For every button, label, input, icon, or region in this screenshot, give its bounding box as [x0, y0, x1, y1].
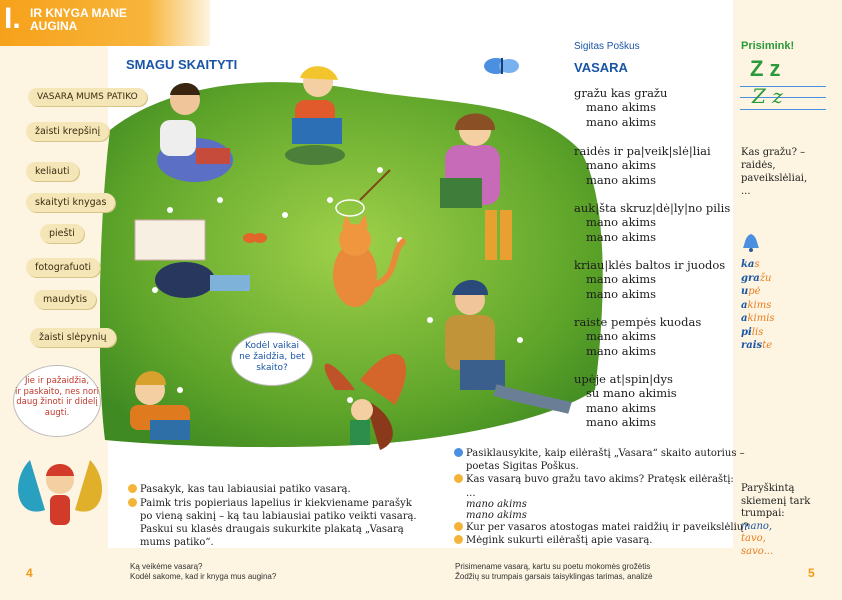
instruction-cont: ...	[466, 488, 476, 499]
footer-line: Ką veikėme vasarą?	[130, 562, 203, 571]
tag-item: keliauti	[26, 162, 79, 181]
sidebar-question	[741, 146, 807, 198]
tip-example: mano,	[741, 520, 773, 532]
instruction-text: Kur per vasaros atostogas matei raidžių ir paveikslėlių?	[466, 522, 749, 533]
butterfly-blue-icon	[482, 54, 522, 78]
instruction-text: Pasiklausykite, kaip eilėraštį „Vasara“ skaito autorius –	[466, 448, 745, 459]
instruction-cont: poetas Sigitas Poškus.	[466, 461, 579, 472]
poem-refrain-line: mano akims	[586, 229, 657, 244]
word-stem: ka	[741, 259, 755, 270]
question-line: paveikslėliai,	[741, 173, 808, 184]
word-rest: te	[762, 340, 773, 351]
poem-refrain-line: mano akims	[586, 158, 657, 173]
instruction-2-cont: Paskui su klasės draugais sukurkite plakatą „Vasarą	[140, 524, 404, 535]
tip-example: tavo,	[741, 533, 766, 544]
poem-refrain-line: mano akims	[586, 343, 657, 358]
page-number-right: 5	[808, 566, 815, 580]
poem-refrain-line: mano akims	[586, 272, 657, 287]
tip-line: skiemenį tark	[741, 495, 811, 507]
chapter-title	[30, 7, 140, 33]
instruction-2-cont: mums patiko“.	[140, 537, 214, 548]
word-stem: u	[741, 286, 749, 297]
sidebar-word	[741, 272, 775, 286]
tip-examples	[741, 521, 810, 559]
bubble-line: daug žinoti ir didelį	[16, 397, 98, 407]
poem-refrain-line: mano akims	[586, 414, 657, 429]
bottom-margin-band	[0, 545, 842, 600]
pencil-icon	[454, 474, 463, 483]
page-number-left: 4	[26, 566, 33, 580]
instruction-listen	[454, 448, 745, 459]
tag-item: fotografuoti	[26, 258, 100, 277]
word-list	[741, 258, 775, 353]
poem-stanza-first-line: gražu kas gražu	[574, 86, 668, 100]
word-stem: gra	[741, 272, 760, 284]
poem-refrain-line: mano akims	[586, 215, 657, 230]
instruction-2	[128, 498, 412, 509]
letters-print: Z z	[750, 56, 781, 81]
instruction-text: Kas vasarą buvo gražu tavo akims? Pratęsk eilėraštį:	[466, 474, 734, 485]
listen-icon	[128, 484, 137, 493]
meadow-illustration	[100, 60, 620, 460]
instruction-text: Paimk tris popieriaus lapelius ir kiekviename parašyk	[140, 498, 412, 509]
tag-item: žaisti krepšinį	[26, 122, 109, 141]
poem-refrain-line: mano akims	[586, 286, 657, 301]
poem-refrain-line: mano akims	[586, 400, 657, 415]
sidebar-word	[741, 326, 775, 340]
poem-refrain-line: su mano akimis	[586, 386, 677, 401]
left-heading: SMAGU SKAITYTI	[126, 57, 238, 72]
tag-item: piešti	[40, 224, 84, 243]
poem-refrain-line: mano akims	[586, 172, 657, 187]
poem-author: Sigitas Poškus	[574, 41, 640, 52]
chapter-title-line2: AUGINA	[30, 19, 78, 33]
chapter-title-line1: IR KNYGA MANE	[30, 6, 127, 20]
poem-stanza-first-line: raidės ir pa|veik|slė|liai	[574, 144, 711, 158]
word-rest: pė	[748, 286, 761, 297]
instruction-text: Pasakyk, kas tau labiausiai patiko vasarą.	[140, 484, 351, 495]
bubble-line: ir paskaito, nes nori	[14, 386, 100, 397]
question-icon	[454, 522, 463, 531]
word-stem: a	[741, 313, 748, 324]
poem-refrain-line: mano akims	[586, 329, 657, 344]
sidebar-word	[741, 339, 775, 353]
tag-title: VASARĄ MUMS PATIKO	[28, 88, 147, 106]
question-line: ...	[741, 186, 751, 197]
instruction-continue	[454, 474, 734, 485]
instruction-text: Mėgink sukurti eilėraštį apie vasarą.	[466, 535, 653, 546]
poem-refrain-line: mano akims	[586, 114, 657, 129]
speech-bubble-cat-text: Kodėl vaikai ne žaidžia, bet skaito?	[239, 341, 305, 373]
word-stem: pi	[741, 326, 752, 338]
bubble-line: augti.	[44, 407, 70, 418]
speech-bubble-cat	[232, 333, 312, 385]
poem-stanza-first-line: upėje at|spin|dys	[574, 372, 673, 386]
poem-stanza-first-line: auk|šta skruz|dė|ly|no pilis	[574, 201, 731, 215]
instruction-create	[454, 535, 652, 546]
butterfly-girl-illustration	[10, 440, 110, 540]
create-icon	[454, 535, 463, 544]
headphones-icon	[454, 448, 463, 457]
footer-line: Prisimename vasarą, kartu su poetu mokomės grožėtis	[455, 562, 651, 571]
word-stem: rais	[741, 340, 763, 351]
tip-example: savo...	[741, 545, 774, 557]
word-stem: a	[741, 299, 748, 311]
letters-script: Z z	[752, 84, 783, 108]
footer-line: Kodėl sakome, kad ir knyga mus augina?	[130, 572, 277, 581]
write-icon	[128, 498, 137, 507]
footer-line: Žodžių su trumpais garsais taisyklingas tarimas, analizė	[455, 572, 653, 581]
speech-bubble-butterfly	[14, 366, 100, 436]
word-rest: kimis	[747, 313, 775, 324]
bubble-line: Jie ir pažaidžia,	[24, 376, 90, 386]
tag-item: žaisti slėpynių	[30, 328, 116, 347]
poem-title: VASARA	[574, 60, 628, 75]
word-rest: s	[754, 259, 760, 270]
footer-right	[455, 562, 652, 582]
instruction-2-cont: po vieną sakinį – ką tau labiausiai patiko veikti vasarą.	[140, 511, 417, 522]
poem-stanza-first-line: raiste pempės kuodas	[574, 315, 702, 329]
word-rest: žu	[759, 272, 772, 284]
sidebar-word	[741, 299, 775, 313]
tip-line: trumpai:	[741, 508, 785, 519]
instruction-cont: mano akims	[466, 510, 527, 521]
tag-item: maudytis	[34, 290, 96, 309]
question-line: Kas gražu? –	[741, 147, 806, 158]
footer-left	[130, 562, 276, 582]
instruction-1	[128, 484, 351, 495]
word-rest: lis	[751, 326, 764, 338]
poem-stanza-first-line: kriau|klės baltos ir juodos	[574, 258, 726, 272]
sidebar-word	[741, 258, 775, 272]
word-rest: kims	[747, 299, 772, 311]
instruction-cont: mano akims	[466, 499, 527, 510]
tip-line: Paryškintą	[741, 483, 795, 494]
sidebar-word	[741, 312, 775, 326]
bell-icon	[740, 232, 762, 254]
sidebar-word	[741, 285, 775, 299]
sidebar-tip	[741, 483, 810, 558]
sidebar-title: Prisimink!	[741, 40, 795, 52]
chapter-number: I.	[4, 2, 21, 35]
poem-refrain-line: mano akims	[586, 100, 657, 115]
question-line: raidės,	[741, 160, 776, 171]
tag-item: skaityti knygas	[26, 193, 115, 212]
instruction-question	[454, 522, 749, 533]
